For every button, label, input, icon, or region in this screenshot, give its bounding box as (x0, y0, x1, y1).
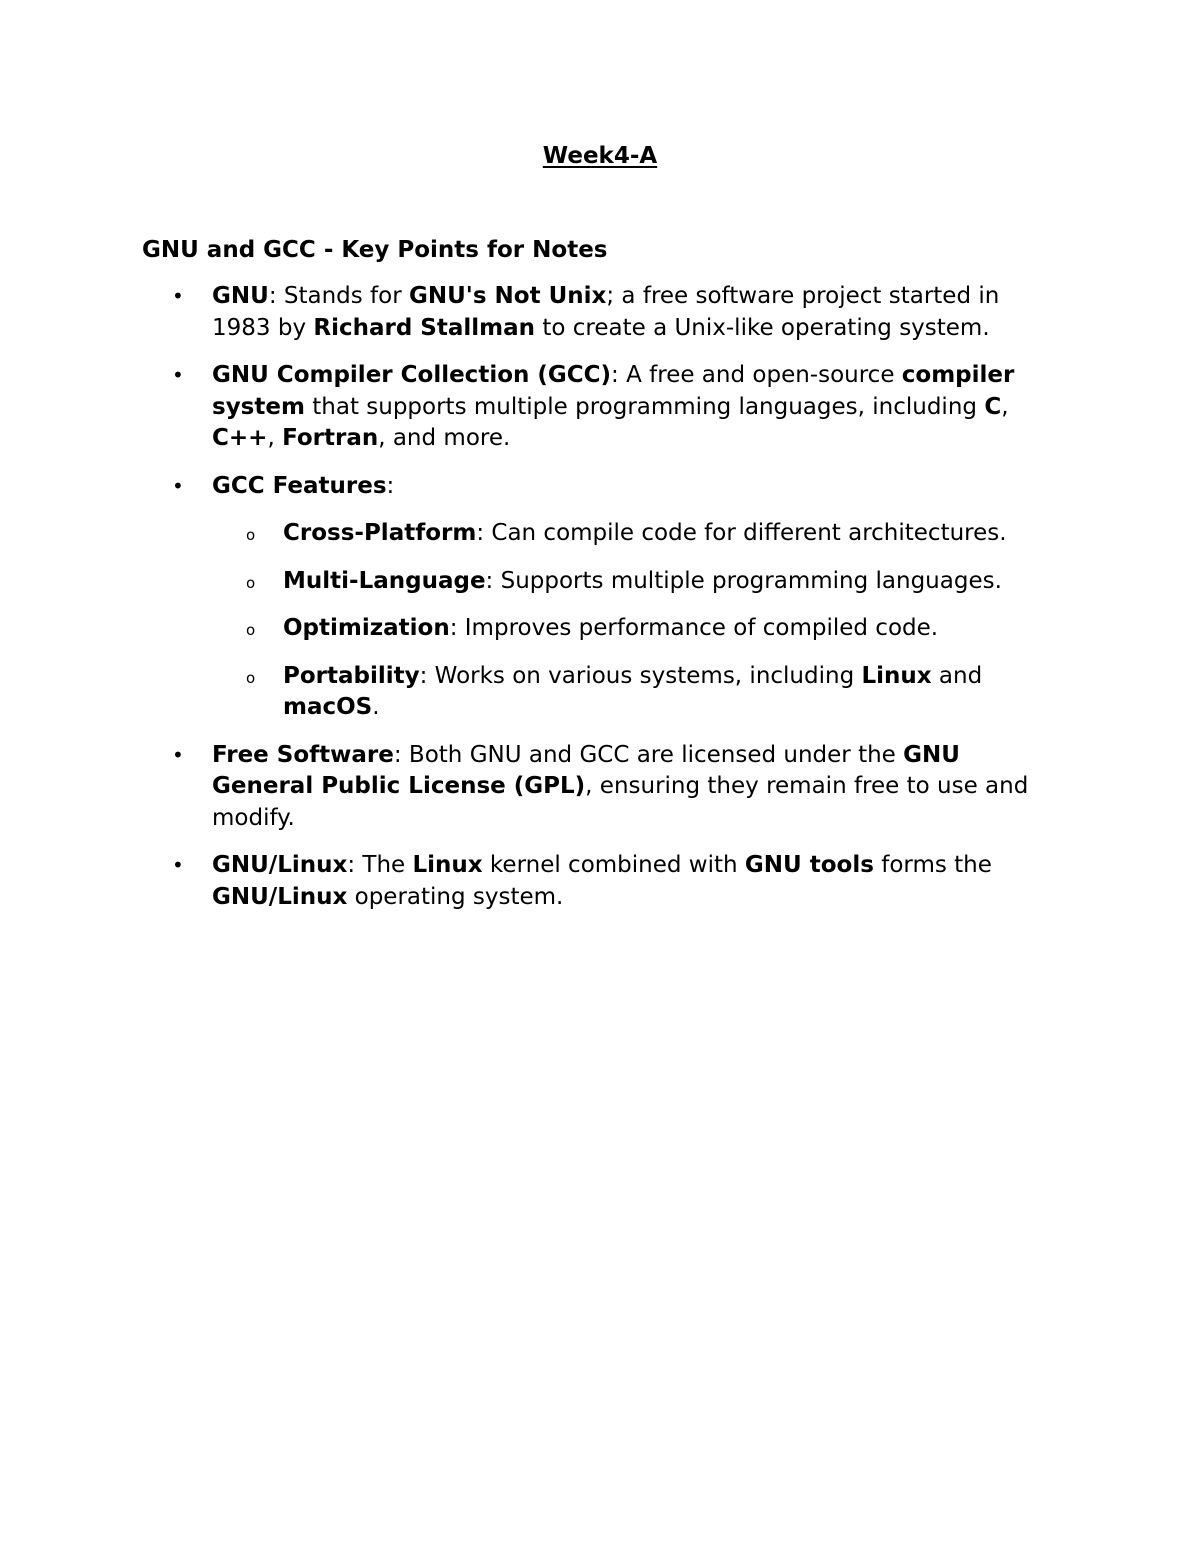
text: operating system. (347, 883, 564, 910)
text: : A free and open-source (611, 362, 902, 388)
bold-text: Linux (861, 662, 932, 689)
bold-text: GNU/Linux (212, 883, 348, 910)
text: and (931, 662, 983, 689)
bold-text: Multi-Language (283, 567, 486, 594)
bold-text: C++ (212, 425, 268, 451)
bullet-item (0, 471, 1057, 724)
bold-text: GNU's Not Unix (409, 283, 607, 309)
text: : Stands for (268, 283, 409, 309)
bullet-icon: • (172, 284, 184, 308)
bullet-text (212, 281, 1057, 344)
sub-bullet-item (246, 518, 1043, 550)
sub-bullet-list (212, 518, 1057, 724)
text: . (372, 694, 380, 720)
bold-text: GNU General Public License (GPL) (212, 741, 960, 799)
text: : The (347, 852, 413, 878)
text: forms the (873, 852, 992, 878)
bullet-list (0, 281, 1200, 913)
page-title-wrapper (0, 140, 1200, 172)
sub-bullet-item (246, 661, 1043, 724)
bold-text: GNU/Linux (212, 852, 348, 878)
bold-text: Free Software (212, 741, 394, 768)
bold-text: Richard Stallman (313, 314, 536, 341)
text: : Works on various systems, including (419, 662, 862, 689)
sub-bullet-icon: o (246, 526, 256, 544)
text: , and more. (378, 425, 511, 451)
bullet-item (0, 740, 1057, 835)
bold-text: Portability (283, 662, 420, 689)
text: kernel combined with (482, 852, 745, 878)
bullet-text (212, 740, 1057, 835)
bold-text: Fortran (282, 425, 379, 451)
text: : Supports multiple programming languages. (485, 567, 1002, 594)
sub-bullet-icon: o (246, 668, 256, 687)
bullet-item (0, 360, 1057, 455)
bold-text: GNU (212, 283, 269, 309)
bold-text: Optimization (283, 615, 450, 641)
sub-bullet-icon: o (246, 621, 256, 639)
bold-text: GCC Features (212, 472, 387, 499)
bold-text: Linux (412, 852, 483, 878)
bullet-icon: • (172, 742, 184, 767)
bold-text: GNU tools (744, 852, 874, 878)
bullet-icon: • (172, 363, 184, 387)
section-heading: GNU and GCC - Key Points for Notes (142, 237, 608, 263)
bold-text: compiler system (212, 362, 1015, 420)
sub-bullet-item (246, 613, 1043, 645)
bullet-text (212, 471, 1057, 503)
bullet-text (212, 850, 1057, 913)
sub-bullet-text (283, 613, 1043, 645)
bold-text: macOS (283, 694, 373, 720)
text: , (1001, 393, 1009, 420)
bullet-text (212, 360, 1057, 455)
sub-bullet-icon: o (246, 573, 256, 592)
text: : Improves performance of compiled code. (449, 615, 939, 641)
text: : Can compile code for different architectures. (476, 520, 1007, 546)
text: , ensuring they remain free to use and modify. (212, 773, 1029, 831)
bullet-icon: • (172, 853, 184, 877)
page-title: Week4-A (542, 143, 658, 169)
notes-content (0, 281, 1200, 929)
sub-bullet-text (283, 518, 1043, 550)
sub-bullet-item (246, 566, 1043, 598)
bullet-icon: • (172, 473, 184, 498)
text: : (386, 472, 395, 499)
text: , (267, 425, 283, 451)
text: that supports multiple programming languages, including (304, 393, 985, 420)
bold-text: Cross-Platform (283, 520, 477, 546)
sub-bullet-text (283, 566, 1043, 598)
bold-text: GNU Compiler Collection (GCC) (212, 362, 612, 388)
bold-text: C (984, 393, 1002, 420)
bullet-item (0, 850, 1057, 913)
text: ; a free software project started in 1983 by (212, 283, 1000, 341)
text: : Both GNU and GCC are licensed under the (393, 741, 904, 768)
bullet-item (0, 281, 1057, 344)
sub-bullet-text (283, 661, 1043, 724)
text: to create a Unix-like operating system. (535, 314, 990, 341)
